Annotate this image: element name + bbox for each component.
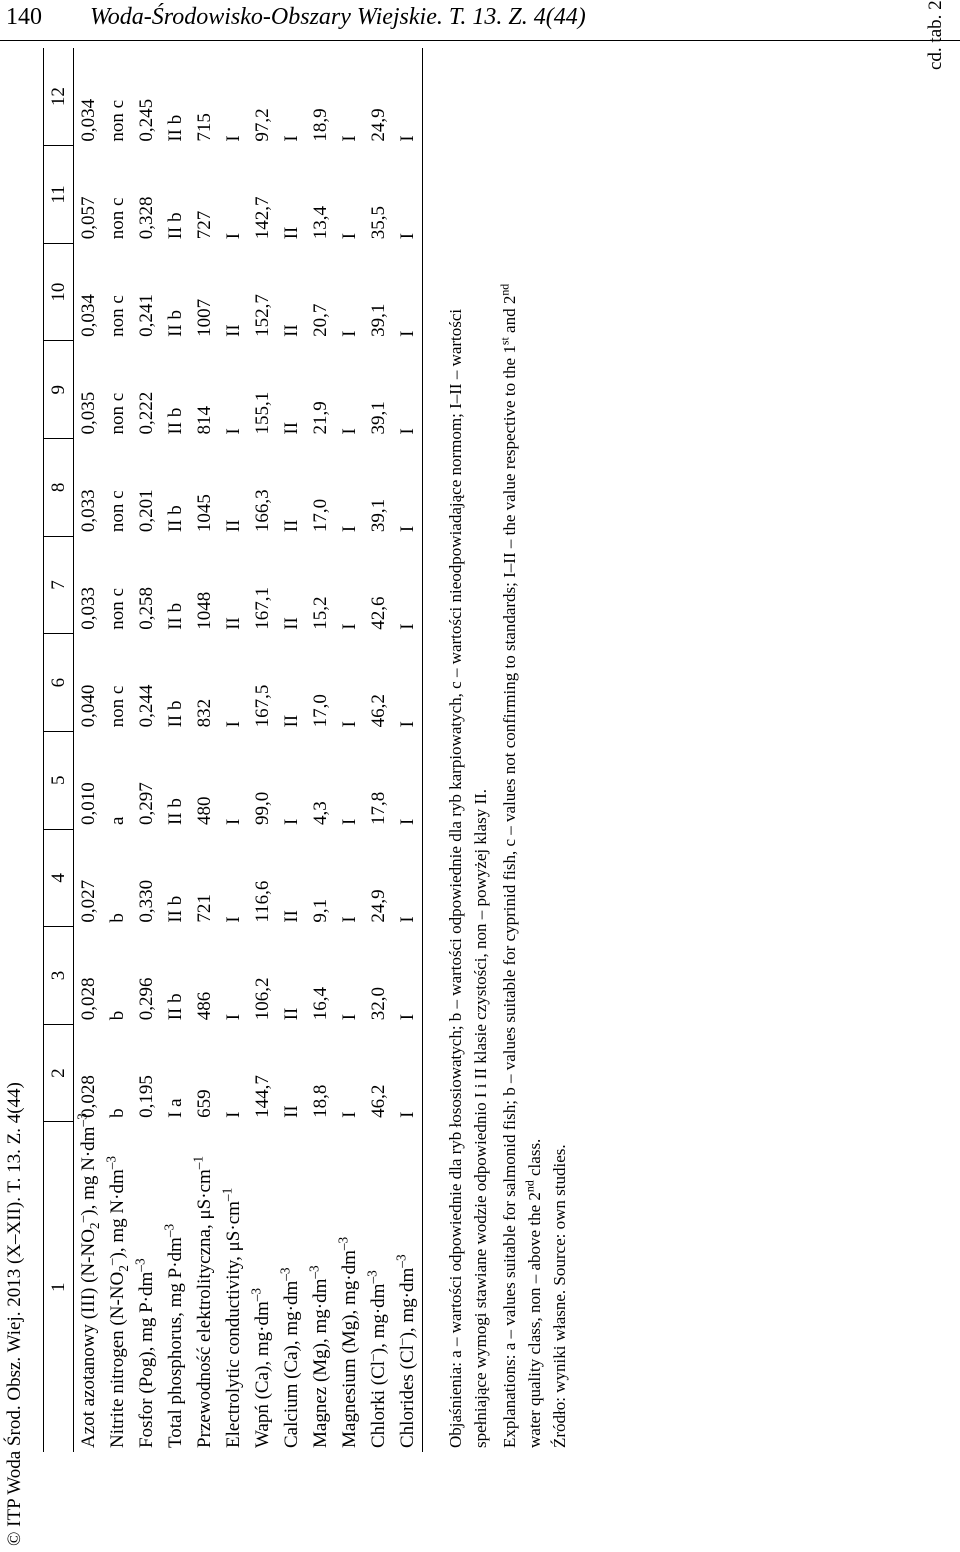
table-cell: 13,4 (310, 206, 331, 240)
table-cell: II (281, 519, 302, 533)
row-label-sup2: –3 (335, 1236, 351, 1251)
table-cell: 659 (194, 1089, 215, 1118)
notes-polish-line-1: Objaśnienia: a – wartości odpowiednie dla ryb łososiowatych; b – wartości odpowiednie dla ryb karpiowatych, c – wartości nieodpowiadające normom; I–II – wartości (446, 308, 465, 1448)
page-number: 140 (6, 4, 42, 30)
table-cell: I (393, 536, 423, 634)
table-cell: 24,9 (368, 889, 389, 923)
row-label-sup1: – (364, 1354, 380, 1361)
table-cell: 727 (194, 210, 215, 240)
table-cell: I (339, 1013, 360, 1021)
table-cell: I (339, 916, 360, 923)
table-cell: I (393, 829, 423, 927)
row-label-sup2: –3 (161, 1223, 177, 1238)
row-label-before: Azot azotanowy (III) (N-NO (78, 1229, 99, 1448)
table-cell: II (281, 421, 302, 435)
table-cell: 39,1 (368, 303, 389, 337)
table-cell: non c (107, 99, 128, 142)
table-cell: 0,028 (78, 977, 99, 1021)
row-label-sup2: –3 (364, 1270, 380, 1284)
table-cell: I (223, 916, 244, 923)
table-cell: II (281, 226, 302, 240)
table-cell: 167,1 (252, 587, 273, 630)
table-cell: 0,033 (78, 489, 99, 533)
row-label (190, 1122, 219, 1452)
table-cell: 46,2 (368, 694, 389, 728)
table-cell: II b (165, 993, 186, 1021)
table-cell: 9,1 (310, 898, 331, 923)
table-cell: non c (107, 588, 128, 630)
table-cell: II (281, 909, 302, 923)
row-label-before: Chlorki (Cl (368, 1360, 389, 1448)
column-header-11: 11 (44, 146, 74, 244)
table-cell: 16,4 (310, 987, 331, 1021)
row-label-sup1: – (393, 1338, 409, 1346)
table-cell: 814 (194, 406, 215, 435)
table-cell: 166,3 (252, 489, 273, 533)
row-label-before: Electrolytic conductivity, μS·cm (223, 1201, 244, 1448)
table-cell: 0,297 (136, 782, 157, 826)
table-row (248, 48, 277, 1452)
table-cell: 1007 (194, 298, 215, 337)
table-cell: I (339, 721, 360, 728)
table-cell: 35,5 (368, 206, 389, 240)
column-header-9: 9 (44, 341, 74, 439)
row-label (306, 1122, 335, 1452)
table-cell: 155,1 (252, 391, 273, 435)
table-row (219, 48, 248, 1452)
table-cell: 0,222 (136, 391, 157, 435)
table-cell: 142,7 (252, 196, 273, 240)
row-label-sup2: –3 (277, 1267, 293, 1281)
row-label-sup2: –3 (248, 1287, 264, 1302)
table-cell: 0,057 (78, 196, 99, 240)
table-cell: I (393, 1024, 423, 1122)
table-cell: 0,040 (78, 684, 99, 728)
table-cell: I (339, 428, 360, 435)
table-cell: 0,034 (78, 294, 99, 337)
table-row (190, 48, 219, 1452)
table-cell: II b (165, 114, 186, 142)
row-label (364, 1122, 393, 1452)
table-cell: II b (165, 505, 186, 533)
table-cell: I (393, 634, 423, 732)
table-cell: 144,7 (252, 1075, 273, 1118)
table-header-row (44, 48, 74, 1452)
table-cell: I (393, 439, 423, 537)
row-label (103, 1122, 132, 1452)
column-header-12: 12 (44, 48, 74, 146)
row-label-sup2: –3 (103, 1155, 119, 1170)
table-cell: I (339, 135, 360, 142)
table-cell: I (223, 428, 244, 435)
table-cell: 0,245 (136, 98, 157, 142)
data-table (43, 48, 423, 1452)
table-cell: 0,035 (78, 391, 99, 435)
notes-english-line-1 (497, 48, 522, 1448)
table-row (277, 48, 306, 1452)
table-body (74, 48, 423, 1452)
row-label-before: Nitrite nitrogen (N-NO (107, 1271, 128, 1448)
column-header-3: 3 (44, 927, 74, 1025)
row-label-after: ), mg N·dm (107, 1169, 128, 1259)
row-label-before: Magnesium (Mg), mg·dm (339, 1250, 360, 1448)
table-cell: I (223, 1013, 244, 1021)
table-cell: 0,328 (136, 196, 157, 240)
table-cell: I (393, 341, 423, 439)
table-cell: I a (165, 1098, 186, 1118)
table-cell: 152,7 (252, 294, 273, 337)
table-cell: I (393, 243, 423, 341)
table-cell: II b (165, 407, 186, 435)
table-cell: II (223, 519, 244, 533)
table-cell: 21,9 (310, 401, 331, 435)
row-label (219, 1122, 248, 1452)
table-cell: 0,034 (78, 98, 99, 142)
row-label (132, 1122, 161, 1452)
table-cell: 832 (194, 698, 215, 728)
table-cell: I (393, 927, 423, 1025)
table-cell: 0,028 (78, 1075, 99, 1118)
table-cell: b (107, 913, 128, 923)
table-cell: 15,2 (310, 596, 331, 630)
column-header-2: 2 (44, 1024, 74, 1122)
row-label (277, 1122, 306, 1452)
table-row (335, 48, 364, 1452)
table-cell: II (281, 1105, 302, 1118)
row-label-sup2: –3 (306, 1265, 322, 1279)
table-cell: 99,0 (252, 791, 273, 826)
row-label-sup2: –3 (393, 1254, 409, 1268)
table-cell: 721 (194, 894, 215, 923)
table-cell: 480 (194, 796, 215, 826)
table-cell: II (281, 1007, 302, 1021)
table-cell: 4,3 (310, 801, 331, 826)
column-header-8: 8 (44, 439, 74, 537)
table-cell: II b (165, 895, 186, 923)
notes-source: Źródło: wyniki własne. Source: own studies. (550, 1144, 569, 1448)
table-cell: II b (165, 700, 186, 728)
table-cell: 18,8 (310, 1084, 331, 1118)
row-label-before: Magnez (Mg), mg·dm (310, 1278, 331, 1448)
table-cell: I (339, 623, 360, 630)
table-cell: 0,027 (78, 879, 99, 923)
row-label-sup2: –3 (74, 1113, 90, 1127)
table-cell: 17,0 (310, 498, 331, 533)
table-cell: 167,5 (252, 684, 273, 728)
table-notes (443, 48, 572, 1448)
table-row (161, 48, 190, 1452)
table-cell: II (281, 617, 302, 630)
table-cell: 1048 (194, 591, 215, 630)
table-cell: b (107, 1108, 128, 1118)
table-cell: I (339, 1111, 360, 1118)
notes-english-text-b: and 2 (500, 295, 519, 338)
notes-english-text-d: class. (525, 1138, 544, 1181)
table-cell: 0,201 (136, 489, 157, 533)
column-header-1: 1 (44, 1122, 74, 1452)
table-cell: 0,241 (136, 294, 157, 337)
row-label (161, 1122, 190, 1452)
table-cell: 0,195 (136, 1075, 157, 1118)
table-cell: 0,296 (136, 977, 157, 1021)
table-cell: I (339, 525, 360, 533)
row-label-before: Total phosphorus, mg P·dm (165, 1237, 186, 1448)
table-cell: I (223, 721, 244, 728)
row-label-before: Calcium (Ca), mg·dm (281, 1280, 302, 1448)
row-label-after: ), mg·dm (397, 1267, 418, 1339)
table-cell: 116,6 (252, 880, 273, 923)
table-cell: 0,330 (136, 879, 157, 923)
table-cell: II b (165, 602, 186, 630)
table-cell: II b (165, 212, 186, 240)
table-cell: 97,2 (252, 108, 273, 142)
table-cell: II b (165, 798, 186, 826)
table-cell: 18,9 (310, 108, 331, 142)
table-cell: 0,010 (78, 782, 99, 826)
table-cell: 0,033 (78, 587, 99, 630)
row-label-sub: 2 (115, 1265, 131, 1272)
table-cell: II (223, 324, 244, 337)
notes-english-text-c: water quality class, non – above the 2 (525, 1192, 544, 1448)
notes-english-line-2 (522, 48, 547, 1448)
table-cell: 39,1 (368, 498, 389, 533)
table-cell: I (223, 818, 244, 826)
notes-sup-nd-2: nd (522, 1180, 537, 1193)
table-cell: 42,6 (368, 596, 389, 630)
table-cell: 0,258 (136, 587, 157, 630)
table-cell: I (339, 330, 360, 337)
table-cell: 0,244 (136, 684, 157, 728)
row-label-sup2: –1 (219, 1187, 235, 1202)
table-cell: I (281, 135, 302, 142)
table-cell: b (107, 1010, 128, 1021)
table-cell: 20,7 (310, 303, 331, 337)
copyright-notice: © ITP Woda Środ. Obsz. Wiej. 2013 (X–XII). T. 13. Z. 4(44) (4, 1082, 25, 1546)
table-cell: I (339, 818, 360, 826)
table-cell: 715 (194, 113, 215, 142)
row-label (393, 1122, 423, 1452)
notes-polish-line-2: spełniające wymogi stawiane wodzie odpowiednio I i II klasie czystości, non – powyżej klasy II. (471, 788, 490, 1448)
row-label-before: Chlorides (Cl (397, 1345, 418, 1448)
table-cell: I (223, 1111, 244, 1118)
column-header-7: 7 (44, 536, 74, 634)
table-cell: II (281, 714, 302, 728)
table-row (74, 48, 104, 1452)
notes-english-text-a: Explanations: a – values suitable for salmonid fish; b – values suitable for cyprinid fish, c – values not confirming to standards; I–II – the value respective to the 1 (500, 345, 519, 1448)
row-label-after: ), mg·dm (368, 1283, 389, 1355)
table-row (393, 48, 423, 1452)
row-label (74, 1113, 104, 1452)
table-cell: II (281, 324, 302, 337)
table-cell: 1045 (194, 494, 215, 533)
row-label-sup1: – (74, 1215, 90, 1223)
table-cell: I (339, 232, 360, 240)
row-label-after: ), mg N·dm (78, 1126, 99, 1216)
table-cell: 17,8 (368, 791, 389, 826)
row-label-before: Fosfor (Pog), mg P·dm (136, 1271, 157, 1448)
table-cell: 46,2 (368, 1084, 389, 1118)
column-header-5: 5 (44, 731, 74, 829)
table-cell: non c (107, 392, 128, 435)
table-cell: non c (107, 197, 128, 240)
table-cell: non c (107, 295, 128, 337)
table-cell: II b (165, 309, 186, 337)
table-cell: I (223, 232, 244, 240)
table-row (103, 48, 132, 1452)
table-cell: I (393, 146, 423, 244)
column-header-10: 10 (44, 243, 74, 341)
row-label (248, 1122, 277, 1452)
table-cell: non c (107, 685, 128, 728)
notes-sup-nd: nd (497, 283, 512, 296)
table-row (364, 48, 393, 1452)
row-label-before: Przewodność elektrolityczna, μS·cm (194, 1169, 215, 1448)
column-header-4: 4 (44, 829, 74, 927)
table-cell: 17,0 (310, 694, 331, 728)
table-cell: a (107, 816, 128, 826)
table-cell: 32,0 (368, 987, 389, 1021)
row-label-before: Wapń (Ca), mg·dm (252, 1301, 273, 1448)
row-label (335, 1122, 364, 1452)
row-label-sup2: –1 (190, 1155, 206, 1170)
table-cell: I (281, 818, 302, 826)
row-label-sup2: –3 (132, 1258, 148, 1272)
row-label-sup1: – (103, 1258, 119, 1266)
notes-sup-st: st (497, 337, 512, 346)
column-header-6: 6 (44, 634, 74, 732)
table-cell: 39,1 (368, 401, 389, 435)
table-cell: I (393, 48, 423, 146)
table-cell: 106,2 (252, 977, 273, 1021)
table-continuation-label: cd. tab. 2 (925, 0, 946, 70)
table-row (132, 48, 161, 1452)
table-cell: 24,9 (368, 108, 389, 142)
table-row (306, 48, 335, 1452)
journal-title: Woda-Środowisko-Obszary Wiejskie. T. 13. Z. 4(44) (90, 4, 586, 30)
table-cell: 486 (194, 991, 215, 1021)
table-cell: non c (107, 490, 128, 533)
table-cell: I (223, 135, 244, 142)
row-label-sub: 2 (86, 1222, 102, 1230)
table-cell: II (223, 617, 244, 630)
table-cell: I (393, 731, 423, 829)
